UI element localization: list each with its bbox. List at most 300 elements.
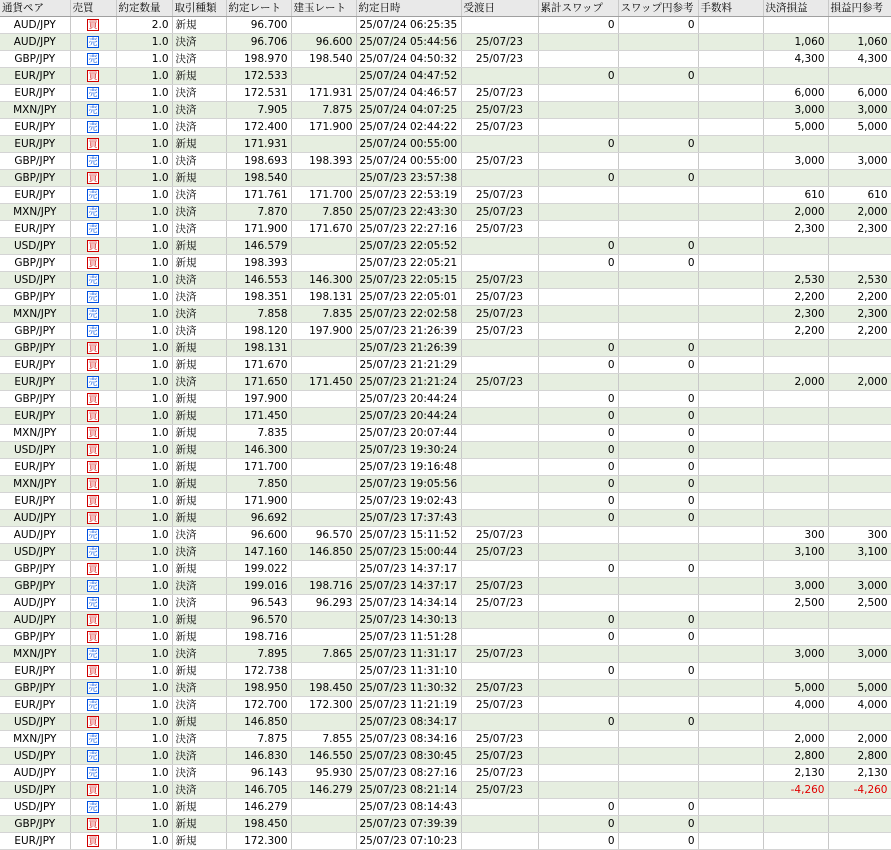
- cell-type: 決済: [172, 697, 226, 714]
- cell-swapjpy: [618, 306, 698, 323]
- cell-dt: 25/07/23 14:37:17: [356, 561, 461, 578]
- cell-pl: 2,200: [763, 289, 828, 306]
- cell-pl: [763, 68, 828, 85]
- sell-badge: 売: [88, 326, 98, 337]
- cell-rate: 96.706: [226, 34, 291, 51]
- cell-side: [70, 748, 116, 765]
- cell-side: [70, 306, 116, 323]
- cell-dt: 25/07/24 04:46:57: [356, 85, 461, 102]
- cell-side: [70, 119, 116, 136]
- table-row[interactable]: [0, 527, 891, 544]
- cell-settle: 25/07/23: [461, 119, 538, 136]
- table-row[interactable]: [0, 34, 891, 51]
- column-header-qty[interactable]: 約定数量: [116, 0, 172, 17]
- cell-side: [70, 221, 116, 238]
- cell-swapjpy: 0: [618, 255, 698, 272]
- cell-swapjpy: [618, 51, 698, 68]
- column-header-swapjpy[interactable]: スワップ円参考: [618, 0, 698, 17]
- cell-pair: GBP/JPY: [0, 629, 70, 646]
- table-row[interactable]: [0, 459, 891, 476]
- table-row[interactable]: [0, 697, 891, 714]
- cell-swap: [538, 153, 618, 170]
- cell-dt: 25/07/23 08:34:17: [356, 714, 461, 731]
- table-row[interactable]: [0, 374, 891, 391]
- cell-pljpy: 1,060: [828, 34, 891, 51]
- cell-dt: 25/07/23 21:26:39: [356, 340, 461, 357]
- cell-dt: 25/07/23 07:39:39: [356, 816, 461, 833]
- cell-side: [70, 272, 116, 289]
- cell-qty: 1.0: [116, 289, 172, 306]
- table-row[interactable]: [0, 561, 891, 578]
- cell-pair: MXN/JPY: [0, 102, 70, 119]
- cell-fee: [698, 68, 763, 85]
- cell-swapjpy: [618, 680, 698, 697]
- cell-dt: 25/07/24 05:44:56: [356, 34, 461, 51]
- cell-side: [70, 204, 116, 221]
- table-row[interactable]: [0, 68, 891, 85]
- cell-pl: 5,000: [763, 680, 828, 697]
- cell-pl: [763, 629, 828, 646]
- cell-dt: 25/07/23 19:30:24: [356, 442, 461, 459]
- column-header-pljpy[interactable]: 損益円参考: [828, 0, 891, 17]
- cell-pair: EUR/JPY: [0, 493, 70, 510]
- cell-type: 決済: [172, 323, 226, 340]
- cell-side: [70, 697, 116, 714]
- cell-rate: 198.693: [226, 153, 291, 170]
- cell-settle: 25/07/23: [461, 85, 538, 102]
- table-row[interactable]: [0, 799, 891, 816]
- cell-swap: 0: [538, 816, 618, 833]
- cell-side: [70, 782, 116, 799]
- cell-settle: [461, 17, 538, 34]
- cell-pljpy: [828, 170, 891, 187]
- sell-badge: 売: [88, 292, 98, 303]
- table-row[interactable]: [0, 663, 891, 680]
- cell-pljpy: [828, 816, 891, 833]
- cell-pl: 3,000: [763, 153, 828, 170]
- cell-pair: EUR/JPY: [0, 357, 70, 374]
- buy-badge: 買: [88, 20, 98, 31]
- cell-swap: 0: [538, 17, 618, 34]
- cell-qty: 1.0: [116, 561, 172, 578]
- cell-fee: [698, 408, 763, 425]
- cell-dt: 25/07/23 08:34:16: [356, 731, 461, 748]
- cell-type: 決済: [172, 306, 226, 323]
- column-header-pair[interactable]: 通貨ペア: [0, 0, 70, 17]
- cell-type: 新規: [172, 561, 226, 578]
- cell-dt: 25/07/23 14:30:13: [356, 612, 461, 629]
- cell-dt: 25/07/23 14:37:17: [356, 578, 461, 595]
- cell-swap: 0: [538, 408, 618, 425]
- cell-pljpy: 2,000: [828, 731, 891, 748]
- cell-pos: 171.450: [291, 374, 356, 391]
- cell-dt: 25/07/23 19:05:56: [356, 476, 461, 493]
- cell-pljpy: 2,300: [828, 306, 891, 323]
- cell-pair: AUD/JPY: [0, 34, 70, 51]
- cell-type: 決済: [172, 221, 226, 238]
- table-row[interactable]: [0, 153, 891, 170]
- table-row[interactable]: [0, 323, 891, 340]
- cell-type: 新規: [172, 833, 226, 850]
- cell-pl: 4,300: [763, 51, 828, 68]
- cell-pljpy: [828, 833, 891, 850]
- cell-fee: [698, 476, 763, 493]
- cell-swapjpy: 0: [618, 799, 698, 816]
- cell-swapjpy: 0: [618, 561, 698, 578]
- sell-badge: 売: [88, 377, 98, 388]
- table-row[interactable]: [0, 170, 891, 187]
- cell-side: [70, 714, 116, 731]
- cell-fee: [698, 527, 763, 544]
- cell-pljpy: 2,200: [828, 323, 891, 340]
- table-row[interactable]: [0, 408, 891, 425]
- table-row[interactable]: [0, 476, 891, 493]
- cell-rate: 199.022: [226, 561, 291, 578]
- cell-swap: 0: [538, 663, 618, 680]
- cell-pljpy: [828, 612, 891, 629]
- cell-type: 決済: [172, 102, 226, 119]
- cell-pos: [291, 357, 356, 374]
- cell-settle: [461, 170, 538, 187]
- cell-side: [70, 731, 116, 748]
- cell-settle: [461, 629, 538, 646]
- cell-fee: [698, 51, 763, 68]
- table-row[interactable]: [0, 425, 891, 442]
- sell-badge: 売: [88, 207, 98, 218]
- cell-pl: [763, 663, 828, 680]
- cell-pljpy: 5,000: [828, 119, 891, 136]
- sell-badge: 売: [88, 190, 98, 201]
- cell-settle: [461, 68, 538, 85]
- cell-pair: AUD/JPY: [0, 595, 70, 612]
- cell-settle: [461, 816, 538, 833]
- cell-qty: 1.0: [116, 833, 172, 850]
- sell-badge: 売: [88, 734, 98, 745]
- cell-swap: [538, 697, 618, 714]
- cell-fee: [698, 425, 763, 442]
- cell-dt: 25/07/23 22:05:01: [356, 289, 461, 306]
- cell-type: 決済: [172, 119, 226, 136]
- table-row[interactable]: [0, 391, 891, 408]
- cell-settle: 25/07/23: [461, 578, 538, 595]
- cell-dt: 25/07/23 17:37:43: [356, 510, 461, 527]
- column-header-fee[interactable]: 手数料: [698, 0, 763, 17]
- cell-swap: [538, 51, 618, 68]
- cell-pl: 300: [763, 527, 828, 544]
- cell-side: [70, 17, 116, 34]
- cell-type: 決済: [172, 646, 226, 663]
- cell-swapjpy: [618, 697, 698, 714]
- cell-dt: 25/07/23 15:00:44: [356, 544, 461, 561]
- table-row[interactable]: [0, 102, 891, 119]
- cell-pljpy: 4,000: [828, 697, 891, 714]
- cell-rate: 96.543: [226, 595, 291, 612]
- cell-type: 決済: [172, 782, 226, 799]
- cell-dt: 25/07/23 11:31:17: [356, 646, 461, 663]
- cell-swap: [538, 102, 618, 119]
- cell-side: [70, 578, 116, 595]
- buy-badge: 買: [88, 717, 98, 728]
- cell-swap: [538, 527, 618, 544]
- cell-pl: 2,000: [763, 374, 828, 391]
- cell-type: 新規: [172, 459, 226, 476]
- table-row[interactable]: [0, 357, 891, 374]
- cell-fee: [698, 799, 763, 816]
- table-row[interactable]: [0, 204, 891, 221]
- cell-pos: [291, 629, 356, 646]
- table-row[interactable]: [0, 51, 891, 68]
- table-row[interactable]: [0, 17, 891, 34]
- cell-rate: 198.450: [226, 816, 291, 833]
- cell-settle: [461, 391, 538, 408]
- buy-badge: 買: [88, 496, 98, 507]
- column-header-settle[interactable]: 受渡日: [461, 0, 538, 17]
- cell-pl: [763, 799, 828, 816]
- cell-qty: 1.0: [116, 459, 172, 476]
- table-row[interactable]: [0, 255, 891, 272]
- cell-pos: 7.850: [291, 204, 356, 221]
- cell-dt: 25/07/23 11:30:32: [356, 680, 461, 697]
- cell-side: [70, 493, 116, 510]
- cell-pl: [763, 459, 828, 476]
- table-row[interactable]: [0, 187, 891, 204]
- cell-dt: 25/07/23 19:16:48: [356, 459, 461, 476]
- cell-side: [70, 340, 116, 357]
- table-row[interactable]: [0, 680, 891, 697]
- cell-qty: 1.0: [116, 629, 172, 646]
- cell-fee: [698, 442, 763, 459]
- cell-type: 決済: [172, 289, 226, 306]
- cell-pljpy: 3,000: [828, 102, 891, 119]
- cell-pljpy: 2,000: [828, 374, 891, 391]
- table-row[interactable]: [0, 731, 891, 748]
- table-row[interactable]: [0, 544, 891, 561]
- cell-pair: MXN/JPY: [0, 476, 70, 493]
- column-header-rate[interactable]: 約定レート: [226, 0, 291, 17]
- cell-pljpy: [828, 391, 891, 408]
- cell-rate: 146.553: [226, 272, 291, 289]
- cell-pljpy: [828, 493, 891, 510]
- cell-pl: 2,300: [763, 221, 828, 238]
- table-row[interactable]: [0, 612, 891, 629]
- cell-settle: 25/07/23: [461, 595, 538, 612]
- table-row[interactable]: [0, 119, 891, 136]
- cell-pljpy: [828, 510, 891, 527]
- cell-pl: [763, 340, 828, 357]
- cell-fee: [698, 816, 763, 833]
- cell-pljpy: 3,000: [828, 646, 891, 663]
- cell-pos: [291, 408, 356, 425]
- cell-fee: [698, 578, 763, 595]
- cell-swap: 0: [538, 714, 618, 731]
- cell-type: 決済: [172, 51, 226, 68]
- cell-pair: USD/JPY: [0, 782, 70, 799]
- cell-dt: 25/07/23 14:34:14: [356, 595, 461, 612]
- cell-qty: 1.0: [116, 714, 172, 731]
- sell-badge: 売: [88, 768, 98, 779]
- cell-swap: [538, 374, 618, 391]
- cell-pair: AUD/JPY: [0, 765, 70, 782]
- table-row[interactable]: [0, 765, 891, 782]
- cell-type: 新規: [172, 425, 226, 442]
- cell-pl: 2,300: [763, 306, 828, 323]
- cell-qty: 1.0: [116, 357, 172, 374]
- cell-rate: 146.830: [226, 748, 291, 765]
- cell-pl: 3,000: [763, 646, 828, 663]
- cell-pair: GBP/JPY: [0, 170, 70, 187]
- cell-fee: [698, 85, 763, 102]
- cell-fee: [698, 459, 763, 476]
- cell-qty: 1.0: [116, 340, 172, 357]
- sell-badge: 売: [88, 751, 98, 762]
- cell-side: [70, 357, 116, 374]
- buy-badge: 買: [88, 666, 98, 677]
- cell-swapjpy: [618, 544, 698, 561]
- cell-pair: USD/JPY: [0, 748, 70, 765]
- table-row[interactable]: [0, 646, 891, 663]
- cell-rate: 7.850: [226, 476, 291, 493]
- cell-qty: 1.0: [116, 306, 172, 323]
- cell-rate: 198.540: [226, 170, 291, 187]
- cell-qty: 1.0: [116, 374, 172, 391]
- cell-rate: 198.950: [226, 680, 291, 697]
- column-header-pos[interactable]: 建玉レート: [291, 0, 356, 17]
- table-row[interactable]: [0, 816, 891, 833]
- table-body: [0, 17, 891, 850]
- cell-rate: 171.900: [226, 221, 291, 238]
- column-header-side[interactable]: 売買: [70, 0, 116, 17]
- sell-badge: 売: [88, 598, 98, 609]
- sell-badge: 売: [88, 802, 98, 813]
- cell-side: [70, 646, 116, 663]
- cell-qty: 1.0: [116, 578, 172, 595]
- cell-pl: [763, 493, 828, 510]
- cell-pair: GBP/JPY: [0, 289, 70, 306]
- cell-rate: 171.650: [226, 374, 291, 391]
- cell-qty: 1.0: [116, 612, 172, 629]
- column-header-type[interactable]: 取引種類: [172, 0, 226, 17]
- table-row[interactable]: [0, 136, 891, 153]
- cell-pair: USD/JPY: [0, 238, 70, 255]
- cell-dt: 25/07/23 22:02:58: [356, 306, 461, 323]
- cell-fee: [698, 765, 763, 782]
- cell-swap: [538, 680, 618, 697]
- table-row[interactable]: [0, 340, 891, 357]
- cell-settle: 25/07/23: [461, 289, 538, 306]
- table-row[interactable]: [0, 578, 891, 595]
- cell-dt: 25/07/23 08:14:43: [356, 799, 461, 816]
- cell-qty: 1.0: [116, 425, 172, 442]
- cell-pl: [763, 714, 828, 731]
- cell-fee: [698, 629, 763, 646]
- table-row[interactable]: [0, 272, 891, 289]
- cell-type: 新規: [172, 255, 226, 272]
- column-header-swap[interactable]: 累計スワップ: [538, 0, 618, 17]
- cell-type: 新規: [172, 408, 226, 425]
- cell-pos: [291, 255, 356, 272]
- cell-pljpy: [828, 425, 891, 442]
- cell-side: [70, 34, 116, 51]
- table-row[interactable]: [0, 493, 891, 510]
- table-row[interactable]: [0, 289, 891, 306]
- cell-pljpy: [828, 663, 891, 680]
- cell-pl: -4,260: [763, 782, 828, 799]
- table-row[interactable]: [0, 85, 891, 102]
- cell-type: 新規: [172, 663, 226, 680]
- cell-dt: 25/07/23 11:51:28: [356, 629, 461, 646]
- cell-pos: 96.600: [291, 34, 356, 51]
- cell-swapjpy: 0: [618, 493, 698, 510]
- cell-qty: 1.0: [116, 153, 172, 170]
- cell-dt: 25/07/24 04:07:25: [356, 102, 461, 119]
- cell-pljpy: 300: [828, 527, 891, 544]
- cell-fee: [698, 612, 763, 629]
- cell-swapjpy: 0: [618, 170, 698, 187]
- table-row[interactable]: [0, 595, 891, 612]
- cell-qty: 1.0: [116, 204, 172, 221]
- cell-pair: EUR/JPY: [0, 833, 70, 850]
- cell-swap: [538, 85, 618, 102]
- cell-qty: 1.0: [116, 663, 172, 680]
- column-header-pl[interactable]: 決済損益: [763, 0, 828, 17]
- column-header-dt[interactable]: 約定日時: [356, 0, 461, 17]
- cell-side: [70, 238, 116, 255]
- cell-fee: [698, 646, 763, 663]
- cell-settle: [461, 663, 538, 680]
- cell-type: 決済: [172, 374, 226, 391]
- sell-badge: 売: [88, 88, 98, 99]
- cell-side: [70, 102, 116, 119]
- cell-rate: 7.858: [226, 306, 291, 323]
- table-row[interactable]: [0, 238, 891, 255]
- cell-swap: [538, 544, 618, 561]
- cell-dt: 25/07/24 06:25:35: [356, 17, 461, 34]
- cell-swap: [538, 646, 618, 663]
- cell-pair: EUR/JPY: [0, 85, 70, 102]
- cell-pair: EUR/JPY: [0, 697, 70, 714]
- table-row[interactable]: [0, 629, 891, 646]
- table-row[interactable]: [0, 833, 891, 850]
- cell-settle: 25/07/23: [461, 221, 538, 238]
- table-row[interactable]: [0, 748, 891, 765]
- table-row[interactable]: [0, 782, 891, 799]
- cell-swapjpy: 0: [618, 459, 698, 476]
- cell-dt: 25/07/23 08:21:14: [356, 782, 461, 799]
- table-row[interactable]: [0, 306, 891, 323]
- cell-pl: 2,500: [763, 595, 828, 612]
- sell-badge: 売: [88, 54, 98, 65]
- buy-badge: 買: [88, 836, 98, 847]
- cell-pos: [291, 663, 356, 680]
- cell-dt: 25/07/24 04:50:32: [356, 51, 461, 68]
- cell-settle: [461, 612, 538, 629]
- cell-fee: [698, 680, 763, 697]
- cell-pos: 171.670: [291, 221, 356, 238]
- cell-pljpy: 6,000: [828, 85, 891, 102]
- cell-swap: 0: [538, 476, 618, 493]
- table-row[interactable]: [0, 442, 891, 459]
- cell-settle: [461, 833, 538, 850]
- cell-fee: [698, 170, 763, 187]
- table-row[interactable]: [0, 221, 891, 238]
- table-row[interactable]: [0, 714, 891, 731]
- sell-badge: 売: [88, 547, 98, 558]
- table-row[interactable]: [0, 510, 891, 527]
- cell-qty: 1.0: [116, 68, 172, 85]
- cell-pair: AUD/JPY: [0, 510, 70, 527]
- cell-pl: 3,100: [763, 544, 828, 561]
- cell-pl: 2,130: [763, 765, 828, 782]
